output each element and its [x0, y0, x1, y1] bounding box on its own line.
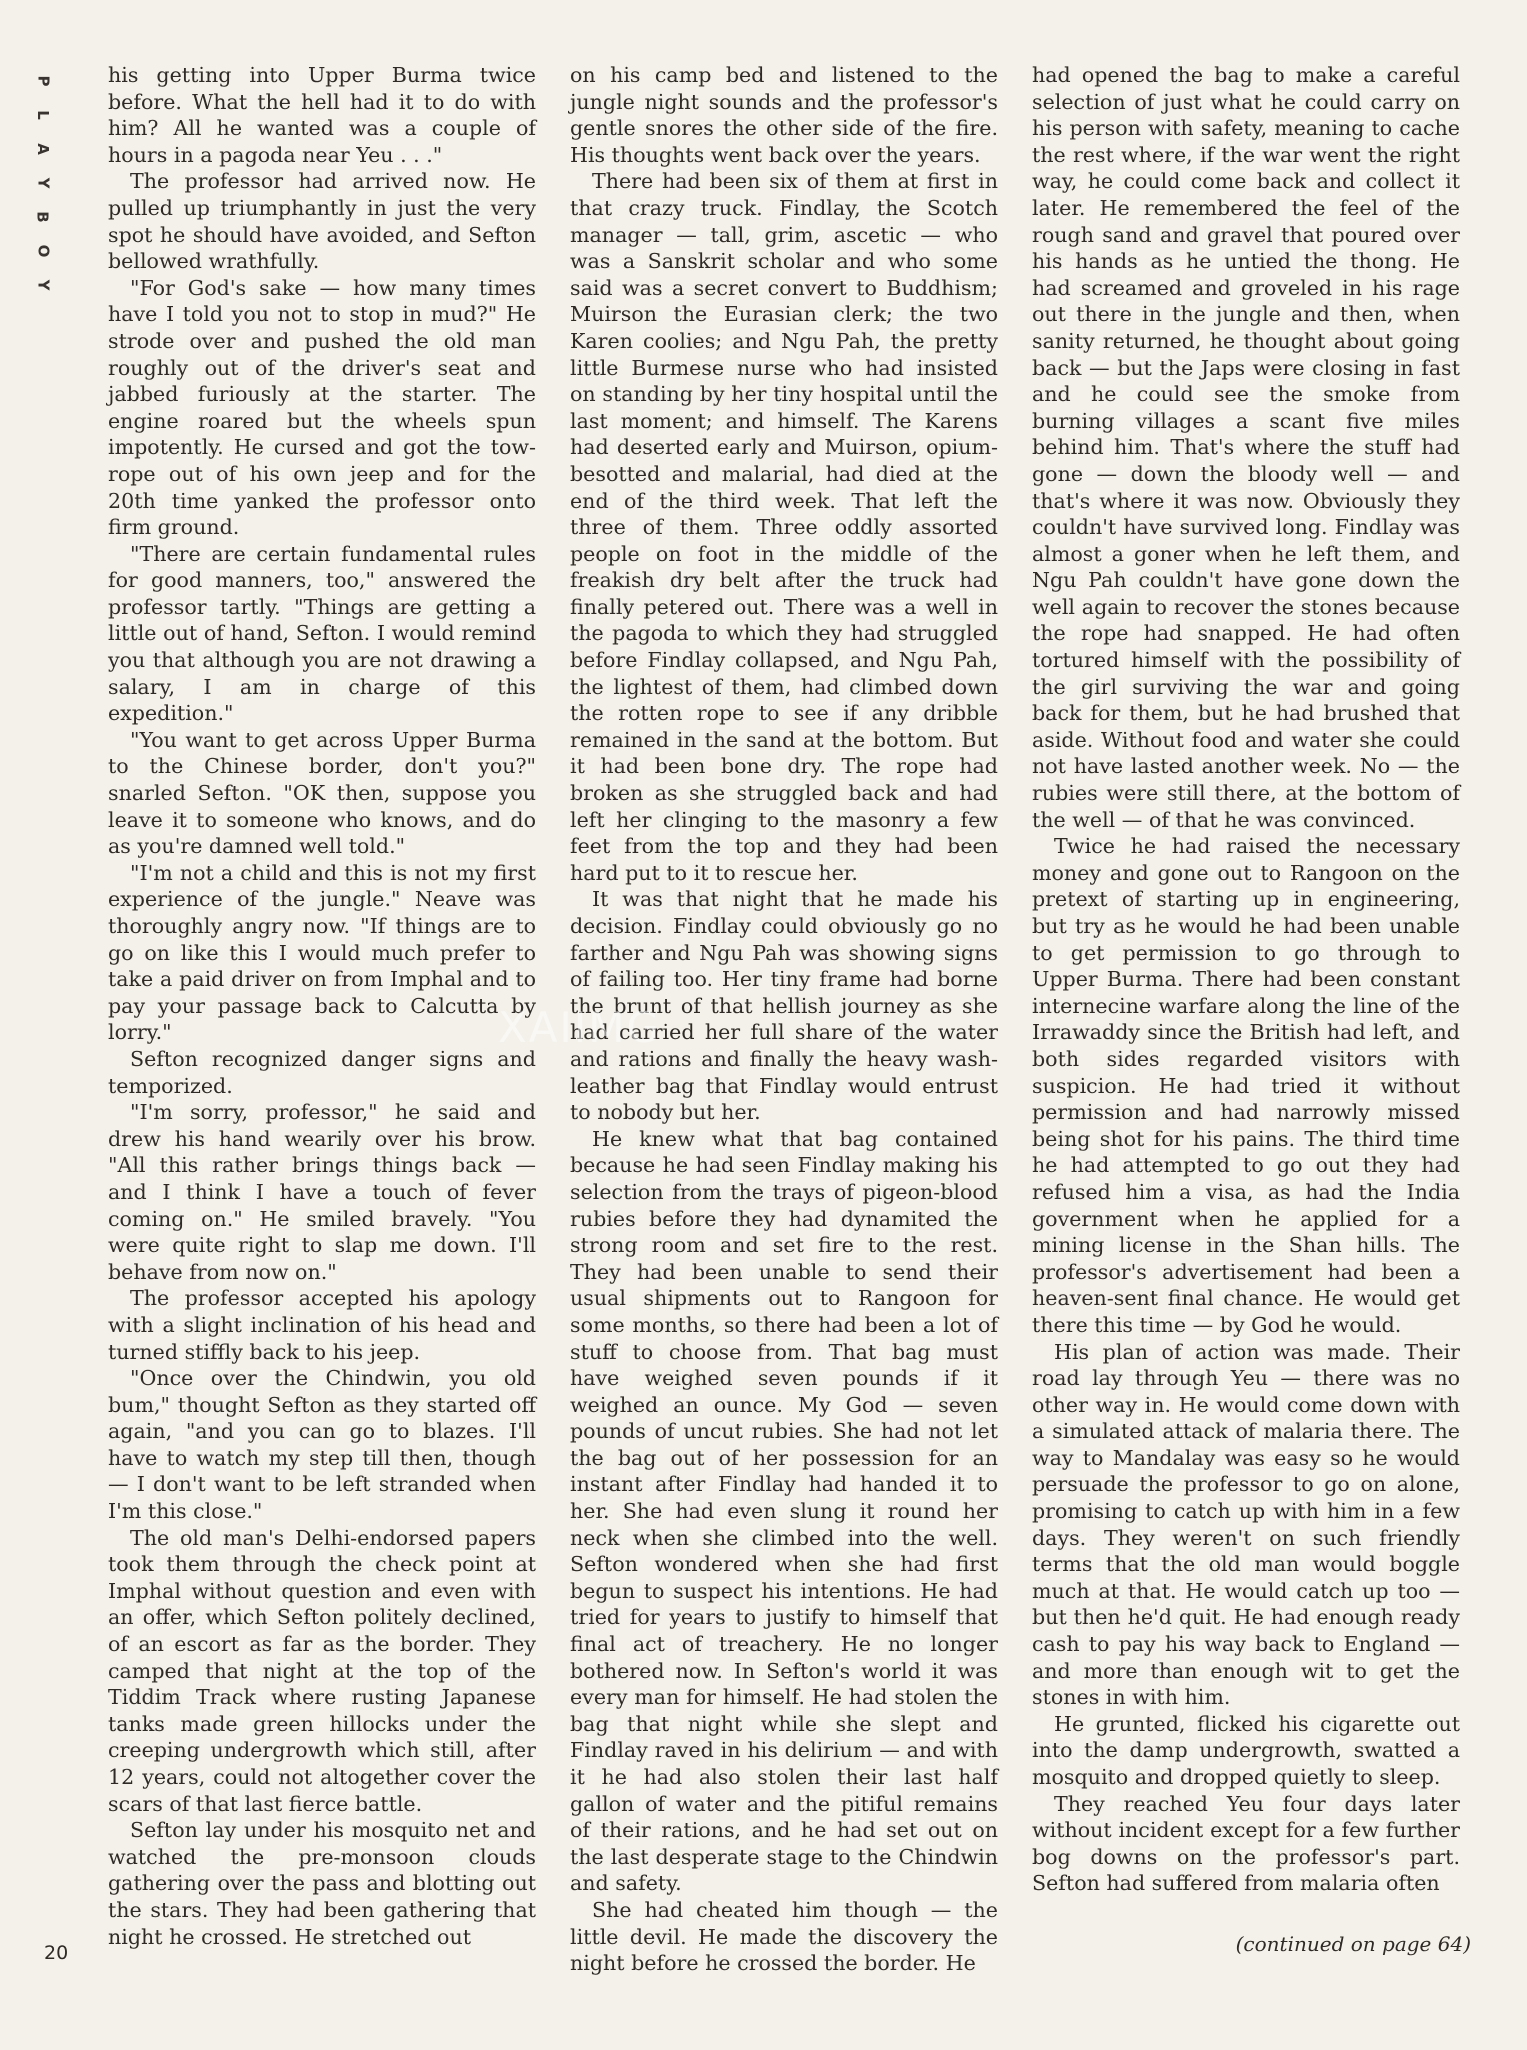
running-head	[30, 64, 56, 302]
page-number: 20	[44, 1942, 69, 1964]
paragraph: Sefton recognized danger signs and temporized.	[108, 1046, 536, 1098]
continued-note: (continued on page 64)	[1235, 1932, 1471, 1956]
paragraph: They reached Yeu four days later without incident except for a few further bog downs on the professor's part. Sefton had suffered from malaria often	[1032, 1791, 1460, 1896]
paragraph: had opened the bag to make a careful selection of just what he could carry on his person with safety, meaning to cache the rest where, if the war went the right way, he could come back and collect it later. He remembered the feel of the rough sand and gravel that poured over his hands as he untied the thong. He had screamed and groveled in his rage out there in the jungle and then, when sanity returned, he thought about going back — but the Japs were closing in fast and he could see the smoke from burning villages a scant five miles behind him. That's where the stuff had gone — down the bloody well — and that's where it was now. Obviously they couldn't have survived long. Findlay was almost a goner when he left them, and Ngu Pah couldn't have gone down the well again to recover the stones because the rope had snapped. He had often tortured himself with the possibility of the girl surviving the war and going back for them, but he had brushed that aside. Without food and water she could not have lasted another week. No — the rubies were still there, at the bottom of the well — of that he was convinced.	[1032, 63, 1460, 832]
running-head-letter: Y	[34, 177, 52, 189]
paragraph: his getting into Upper Burma twice before. What the hell had it to do with him? All he wanted was a couple of hours in a pagoda near Yeu . . ."	[108, 63, 536, 167]
paragraph: The old man's Delhi-endorsed papers took them through the check point at Imphal without question and even with an offer, which Sefton politely declined, of an escort as far as the border. They camped that night at the top of the Tiddim Track where rusting Japanese tanks made green hillocks under the creeping undergrowth which still, after 12 years, could not altogether cover the scars of that last fierce battle.	[108, 1525, 536, 1816]
paragraph: "I'm sorry, professor," he said and drew his hand wearily over his brow. "All this rather brings things back — and I think I have a touch of fever coming on." He smiled bravely. "You were quite right to slap me down. I'll behave from now on."	[108, 1100, 536, 1284]
running-head-letter: P	[34, 75, 52, 87]
paragraph: "I'm not a child and this is not my first experience of the jungle." Neave was thoroughly angry now. "If things are to go on like this I would much prefer to take a paid driver on from Imphal and to pay your passage back to Calcutta by lorry."	[108, 860, 536, 1045]
watermark: XAIIMG	[498, 1003, 662, 1052]
paragraph: Sefton lay under his mosquito net and watched the pre-monsoon clouds gathering over the pass and blotting out the stars. They had been gathering that night he crossed. He stretched out	[108, 1818, 536, 1949]
paragraph: The professor accepted his apology with a slight inclination of his head and turned stiffly back to his jeep.	[108, 1286, 536, 1364]
paragraph: "For God's sake — how many times have I told you not to stop in mud?" He strode over and pushed the old man roughly out of the driver's seat and jabbed furiously at the starter. The engine roared but the wheels spun impotently. He cursed and got the tow-rope out of his own jeep and for the 20th time yanked the professor onto firm ground.	[108, 275, 536, 540]
running-head-letter: B	[34, 211, 52, 223]
paragraph: on his camp bed and listened to the jungle night sounds and the professor's gentle snores the other side of the fire. His thoughts went back over the years.	[570, 63, 998, 167]
paragraph: "Once over the Chindwin, you old bum," thought Sefton as they started off again, "and you can go to blazes. I'll have to watch my step till then, though — I don't want to be left stranded when I'm this close."	[108, 1366, 536, 1524]
running-head-letter: Y	[34, 279, 52, 291]
text-column-3	[1032, 62, 1460, 1897]
paragraph: Twice he had raised the necessary money and gone out to Rangoon on the pretext of starting up in engineering, but try as he would he had been unable to get permission to go through to Upper Burma. There had been constant internecine warfare along the line of the Irrawaddy since the British had left, and both sides regarded visitors with suspicion. He had tried it without permission and had narrowly missed being shot for his pains. The third time he had attempted to go out they had refused him a visa, as had the India government when he applied for a mining license in the Shan hills. The professor's advertisement had been a heaven-sent final chance. He would get there this time — by God he would.	[1032, 834, 1460, 1337]
paragraph: He grunted, flicked his cigarette out into the damp undergrowth, swatted a mosquito and dropped quietly to sleep.	[1032, 1711, 1460, 1789]
running-head-letter: L	[34, 110, 52, 120]
paragraph: "You want to get across Upper Burma to the Chinese border, don't you?" snarled Sefton. "OK then, suppose you leave it to someone who knows, and do as you're damned well told."	[108, 727, 536, 859]
paragraph: He knew what that bag contained because he had seen Findlay making his selection from the trays of pigeon-blood rubies before they had dynamited the strong room and set fire to the rest. They had been unable to send their usual shipments out to Rangoon for some months, so there had been a lot of stuff to choose from. That bag must have weighed seven pounds if it weighed an ounce. My God — seven pounds of uncut rubies. She had not let the bag out of her possession for an instant after Findlay had handed it to her. She had even slung it round her neck when she climbed into the well. Sefton wondered when she had first begun to suspect his intentions. He had tried for years to justify to himself that final act of treachery. He no longer bothered now. In Sefton's world it was every man for himself. He had stolen the bag that night while she slept and Findlay raved in his delirium — and with it he had also stolen their last half gallon of water and the pitiful remains of their rations, and he had set out on the last desperate stage to the Chindwin and safety.	[570, 1126, 998, 1896]
text-column-1	[108, 62, 536, 1950]
paragraph: She had cheated him though — the little devil. He made the discovery the night before he crossed the border. He	[570, 1897, 998, 1976]
paragraph: "There are certain fundamental rules for good manners, too," answered the professor tartly. "Things are getting a little out of hand, Sefton. I would remind you that although you are not drawing a salary, I am in charge of this expedition."	[108, 541, 536, 726]
paragraph: There had been six of them at first in that crazy truck. Findlay, the Scotch manager — tall, grim, ascetic — who was a Sanskrit scholar and who some said was a secret convert to Buddhism; Muirson the Eurasian clerk; the two Karen coolies; and Ngu Pah, the pretty little Burmese nurse who had insisted on standing by her tiny hospital until the last moment; and himself. The Karens had deserted early and Muirson, opium-besotted and malarial, had died at the end of the third week. That left the three of them. Three oddly assorted people on foot in the middle of the freakish dry belt after the truck had finally petered out. There was a well in the pagoda to which they had struggled before Findlay collapsed, and Ngu Pah, the lightest of them, had climbed down the rotten rope to see if any dribble remained in the sand at the bottom. But it had been bone dry. The rope had broken as she struggled back and had left her clinging to the masonry a few feet from the top and they had been hard put to it to rescue her.	[570, 169, 998, 885]
running-head-letter: A	[33, 143, 52, 155]
paragraph: The professor had arrived now. He pulled up triumphantly in just the very spot he should have avoided, and Sefton bellowed wrathfully.	[108, 169, 536, 274]
paragraph: It was that night that he made his decision. Findlay could obviously go no farther and Ngu Pah was showing signs of failing too. Her tiny frame had borne the brunt of that hellish journey as she had carried her full share of the water and rations and finally the heavy wash-leather bag that Findlay would entrust to nobody but her.	[570, 887, 998, 1125]
paragraph: His plan of action was made. Their road lay through Yeu — there was no other way in. He would come down with a simulated attack of malaria there. The way to Mandalay was easy so he would persuade the professor to go on alone, promising to catch up with him in a few days. They weren't on such friendly terms that the old man would boggle much at that. He would catch up too — but then he'd quit. He had enough ready cash to pay his way back to England — and more than enough wit to get the stones in with him.	[1032, 1339, 1460, 1710]
running-head-letter: O	[33, 244, 52, 258]
